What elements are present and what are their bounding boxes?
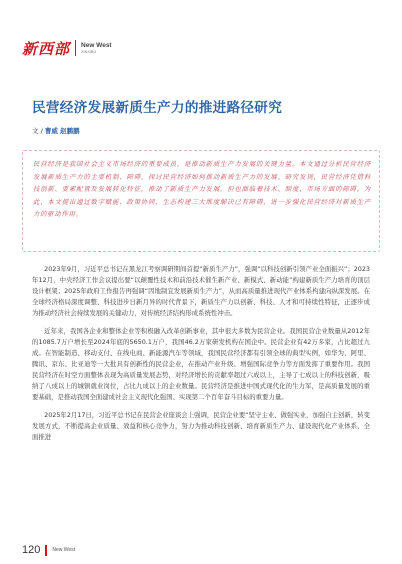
logo-english-sub: XINXIBU — [81, 49, 97, 54]
body-paragraph: 2025年2月17日，习近平总书记在民营企业座谈会上强调，民营企业要“坚守主业、做强实业，加强自主创新，转变发展方式，不断提高企业质量、效益和核心竞争力，努力为推动科技创新、培育新质生产力、建设现代化产业体系、全面推进 — [32, 411, 370, 441]
footer-journal-name: New West — [52, 547, 76, 553]
masthead — [22, 38, 112, 58]
page-number: 120 — [22, 544, 41, 556]
page-footer — [22, 544, 75, 556]
byline — [32, 126, 80, 135]
body-paragraph: 近年来，我国各企业和整体企业等积极融入改革创新事业，其中很大多数为民营企业。我国民营企业数量从2012年的1085.7万户增长至2024年底的5650.1万户，我国46.2万家研发机构在国企中。民营企业有42万多家，占比超过九成。在智能制造、移动支付、在线电商、新能源汽车等领域，我国民营经济都有引领全球的典型实例，如华为、阿里、腾讯、京东、比亚迪等一大批具有创新性的民营企业，在推动产业升级、增强国际竞争力等方面发挥了重要作用。我国民营经济在时空方面整体表现为高质量发展态势，对经济增长的贡献率超过六成以上，主导了七成以上的科技创新，吸纳了八成以上的城镇就业岗位，占比九成以上的企业数量。民营经济是推进中国式现代化的生力军，是高质量发展的重要基础，是推动我国全面建成社会主义现代化强国、实现第二个百年奋斗目标的重要力量。 — [32, 327, 370, 401]
body-paragraph: 2023年9月，习近平总书记在黑龙江考察调研期间首提“新质生产力”，强调“以科技创新引领产业全面振兴”；2023年12月，中央经济工作会议提出要“以颠覆性技术和前沿技术催生新产业、新模式、新动能”构建新质生产力培育的顶层设计框架；2025年政府工作报告再强调“因地制宜发展新质生产力”，从而高质量推进现代产业体系构建向纵深发展。在全球经济格局深度调整、科技进步日新月异的时代背景下，新质生产力以创新、科技、人才和可持续性特征，正逐步成为推动经济社会持续发展的关键动力，对传统经济结构形成系统性冲击。 — [32, 265, 370, 317]
logo-english-name: New West — [81, 41, 112, 49]
byline-prefix: 文 / — [32, 127, 45, 135]
byline-authors: 曹威 赵鹏鹏 — [44, 127, 80, 135]
article-body — [32, 264, 370, 443]
footer-divider — [45, 545, 47, 556]
logo-divider — [75, 40, 76, 56]
abstract: 民营经济是我国社会主义市场经济的重要成员，是推动新质生产力发展的关键力量。本文通过分析民营经济发展新质生产力的主要机制、障碍，探讨民营经济如何推动新质生产力的发展、研究发现，民营经济凭借科技创新、要素配置及发展转化特征，推动了新质生产力发展，但也面临着技术、制度、市场方面的障碍。为此，本文提出通过数字赋能、政策协同、生态构建三大维度解决已有障碍，进一步强化民营经济对新质生产力的驱动作用。 — [33, 160, 371, 218]
journal-logo-english — [81, 42, 112, 55]
article-title: 民营经济发展新质生产力的推进路径研究 — [32, 100, 283, 116]
journal-logo: 新西部 — [22, 39, 71, 58]
